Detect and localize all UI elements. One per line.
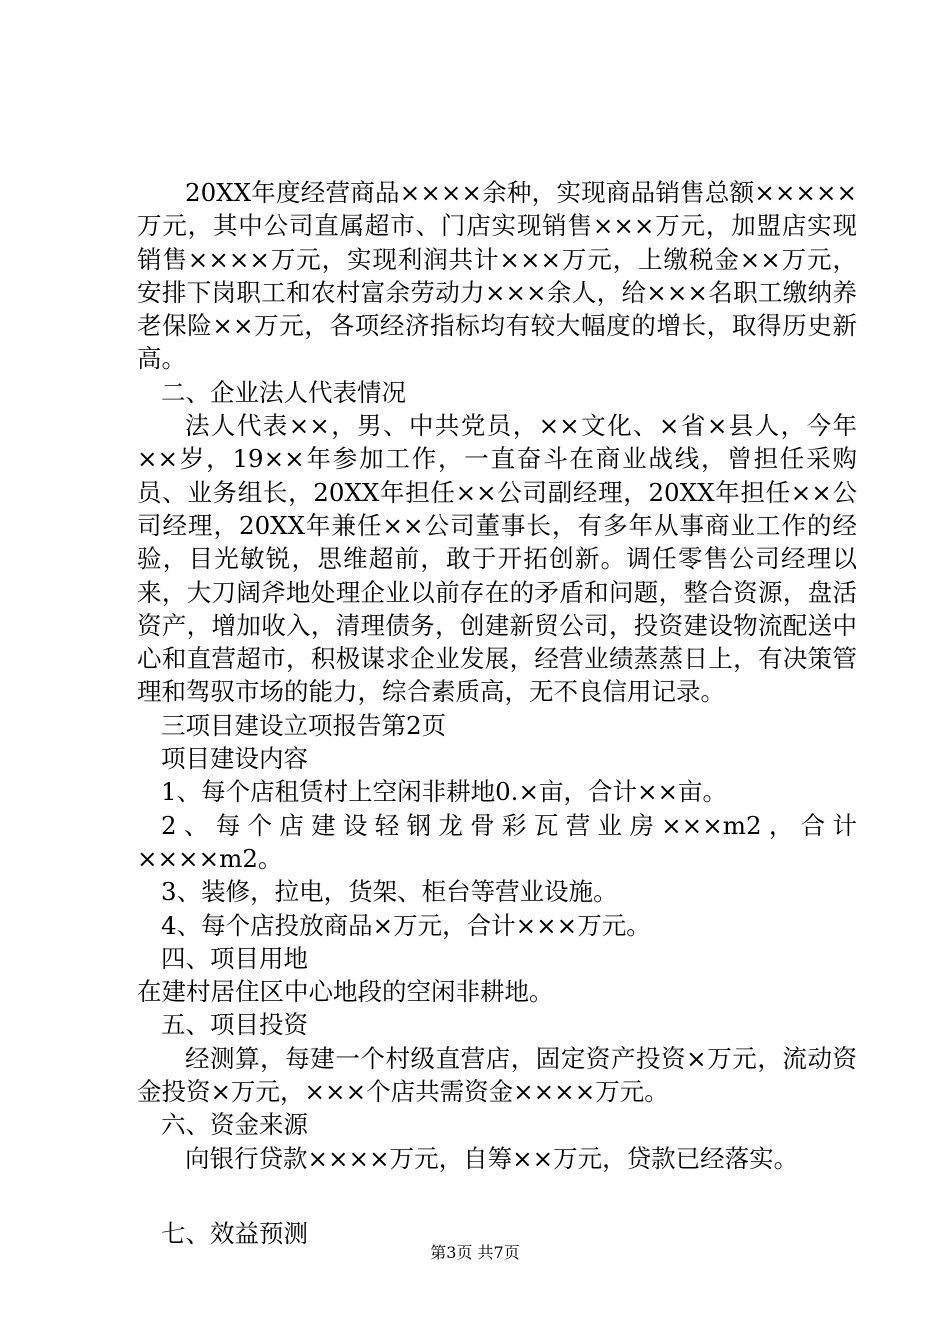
heading-funding-source: 六、资金来源 [161, 1110, 308, 1140]
heading-project-construction: 三项目建设立项报告第2页 [161, 710, 447, 740]
heading-project-land: 四、项目用地 [161, 943, 308, 973]
paragraph-funding-source: 向银行贷款××××万元，自筹××万元，贷款已经落实。 [185, 1143, 799, 1173]
heading-legal-representative: 二、企业法人代表情况 [161, 377, 406, 407]
list-item-facilities: 3、装修，拉电，货架、柜台等营业设施。 [161, 877, 618, 907]
paragraph-project-land: 在建村居住区中心地段的空闲非耕地。 [137, 977, 554, 1007]
heading-benefit-forecast: 七、效益预测 [161, 1218, 308, 1248]
spacer [137, 1175, 857, 1217]
list-item-goods: 4、每个店投放商品×万元，合计×××万元。 [161, 910, 651, 940]
subheading-construction-content: 项目建设内容 [161, 744, 308, 774]
body-text [137, 176, 857, 1250]
paragraph-legal-representative: 法人代表××，男、中共党员，××文化、×省×县人，今年××岁，19××年参加工作，一直奋斗在商业战线，曾担任采购员、业务组长，20XX年担任××公司副经理，20XX年担任××公司经理，20XX年兼任××公司董事长，有多年从事商业工作的经验，目光敏锐，思维超前，敢于开拓创新。调任零售公司经理以来，大刀阔斧地处理企业以前存在的矛盾和问题，整合资源，盘活资产，增加收入，清理债务，创建新贸公司，投资建设物流配送中心和直营超市，积极谋求企业发展，经营业绩蒸蒸日上，有决策管理和驾驭市场的能力，综合素质高，无不良信用记录。 [137, 411, 857, 707]
heading-project-investment: 五、项目投资 [161, 1010, 308, 1040]
list-item-building: 2、每个店建设轻钢龙骨彩瓦营业房×××m2，合计××××m2。 [137, 810, 857, 873]
list-item-land-lease: 1、每个店租赁村上空闲非耕地0.×亩，合计××亩。 [161, 777, 728, 807]
paragraph-business-summary: 20XX年度经营商品××××余种，实现商品销售总额×××××万元，其中公司直属超市、门店实现销售×××万元，加盟店实现销售××××万元，实现利润共计×××万元，上缴税金××万元，安排下岗职工和农村富余劳动力×××余人，给×××名职工缴纳养老保险××万元，各项经济指标均有较大幅度的增长，取得历史新高。 [137, 178, 857, 374]
page-footer: 第3页 共7页 [430, 1243, 520, 1262]
paragraph-project-investment: 经测算，每建一个村级直营店，固定资产投资×万元，流动资金投资×万元，×××个店共需资金××××万元。 [137, 1043, 857, 1107]
